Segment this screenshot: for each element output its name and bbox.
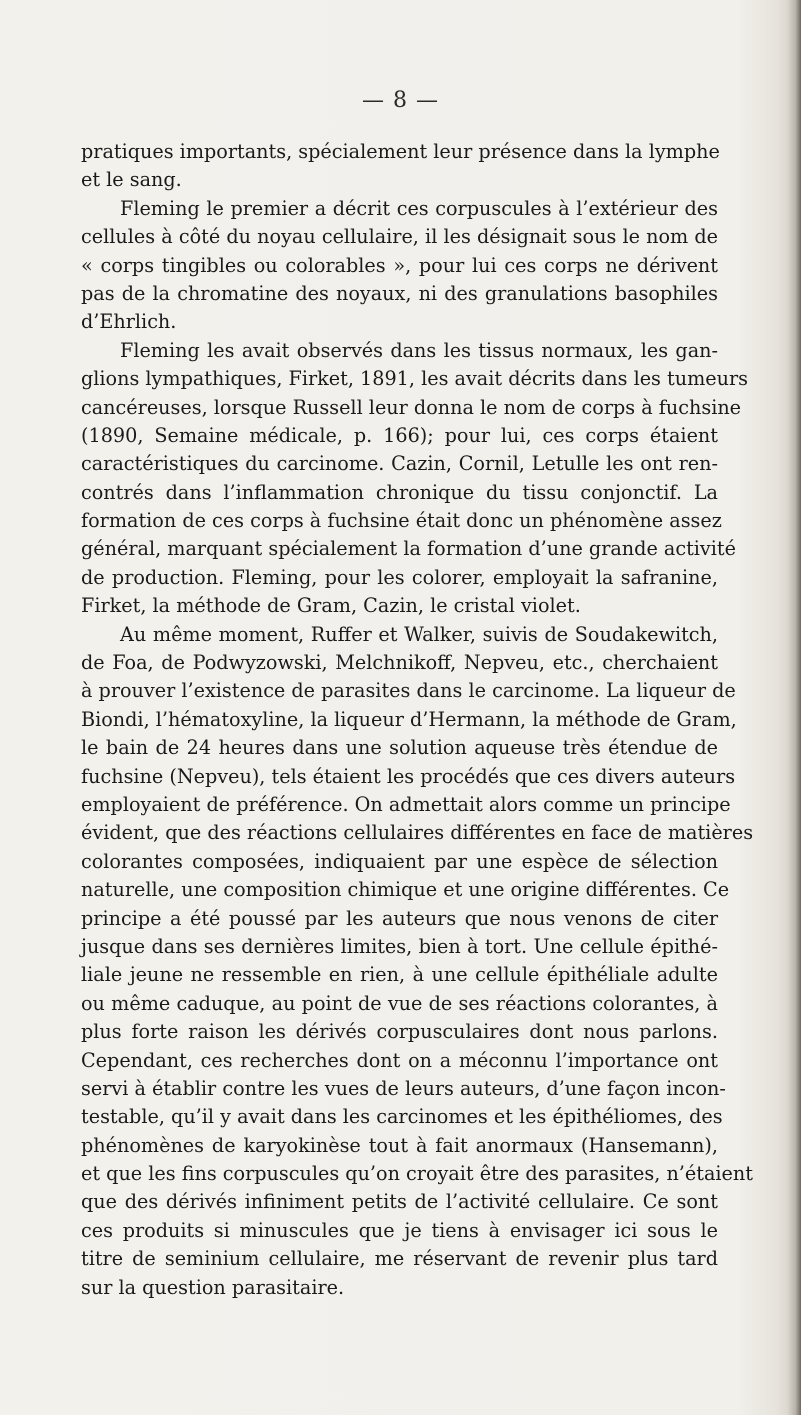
text-line: fuchsine (Nepveu), tels étaient les procédés que ces divers auteurs: [81, 764, 736, 788]
text-line: testable, qu’il y avait dans les carcinomes et les épithéliomes, des: [81, 1105, 723, 1129]
text-line: Biondi, l’hématoxyline, la liqueur d’Hermann, la méthode de Gram,: [81, 707, 737, 731]
text-line: sur la question parasitaire.: [81, 1275, 345, 1299]
text-line: jusque dans ses dernières limites, bien à tort. Une cellule épithé-: [81, 934, 718, 958]
text-line: Fleming le premier a décrit ces corpuscules à l’extérieur des: [120, 196, 718, 220]
text-line: titre de seminium cellulaire, me réservant de revenir plus tard: [81, 1247, 718, 1271]
text-line: colorantes composées, indiquaient par une espèce de sélection: [81, 849, 718, 873]
text-line: pratiques importants, spécialement leur présence dans la lymphe: [81, 140, 720, 163]
text-line: principe a été poussé par les auteurs que nous venons de citer: [81, 906, 718, 930]
text-line: de production. Fleming, pour les colorer, employait la safranine,: [81, 565, 718, 589]
text-line: général, marquant spécialement la formation d’une grande activité: [81, 537, 736, 561]
text-line: plus forte raison les dérivés corpusculaires dont nous parlons.: [81, 1020, 718, 1044]
body-text: [81, 138, 754, 1302]
text-line: à prouver l’existence de parasites dans le carcinome. La liqueur de: [81, 679, 736, 703]
text-line: ou même caduque, au point de vue de ses réactions colorantes, à: [81, 991, 718, 1015]
text-line: Cependant, ces recherches dont on a méconnu l’importance ont: [81, 1048, 718, 1072]
text-line: Fleming les avait observés dans les tissus normaux, les gan-: [120, 338, 718, 362]
text-line: et que les fins corpuscules qu’on croyait être des parasites, n’étaient: [81, 1162, 753, 1186]
text-line: cancéreuses, lorsque Russell leur donna le nom de corps à fuchsine: [81, 395, 742, 419]
text-line: servi à établir contre les vues de leurs auteurs, d’une façon incon-: [81, 1076, 726, 1100]
text-line: d’Ehrlich.: [81, 310, 177, 334]
text-line: et le sang.: [81, 168, 182, 192]
page-number: — 8 —: [362, 88, 439, 113]
text-line: cellules à côté du noyau cellulaire, il les désignait sous le nom de: [81, 225, 718, 249]
text-line: de Foa, de Podwyzowski, Melchnikoff, Nepveu, etc., cherchaient: [81, 651, 718, 675]
text-line: Au même moment, Ruffer et Walker, suivis de Soudakewitch,: [120, 622, 718, 646]
text-line: naturelle, une composition chimique et une origine différentes. Ce: [81, 878, 730, 902]
text-line: évident, que des réactions cellulaires différentes en face de matières: [81, 821, 754, 845]
text-line: pas de la chromatine des noyaux, ni des granulations basophiles: [81, 281, 718, 305]
page-edge-shadow: [787, 0, 801, 1415]
text-line: caractéristiques du carcinome. Cazin, Cornil, Letulle les ont ren-: [81, 452, 718, 476]
text-line: « corps tingibles ou colorables », pour lui ces corps ne dérivent: [81, 253, 718, 277]
text-line: Firket, la méthode de Gram, Cazin, le cristal violet.: [81, 594, 581, 618]
text-line: phénomènes de karyokinèse tout à fait anormaux (Hansemann),: [81, 1133, 718, 1157]
text-line: le bain de 24 heures dans une solution aqueuse très étendue de: [81, 736, 718, 760]
text-line: contrés dans l’inflammation chronique du tissu conjonctif. La: [81, 480, 718, 504]
text-line: liale jeune ne ressemble en rien, à une cellule épithéliale adulte: [81, 963, 718, 987]
text-line: glions lympathiques, Firket, 1891, les avait décrits dans les tumeurs: [81, 367, 748, 391]
text-line: (1890, Semaine médicale, p. 166); pour lui, ces corps étaient: [81, 423, 718, 447]
text-line: ces produits si minuscules que je tiens à envisager ici sous le: [81, 1218, 718, 1242]
text-line: formation de ces corps à fuchsine était donc un phénomène assez: [81, 509, 722, 533]
text-line: que des dérivés infiniment petits de l’activité cellulaire. Ce sont: [81, 1190, 718, 1214]
text-line: employaient de préférence. On admettait alors comme un principe: [81, 792, 731, 816]
